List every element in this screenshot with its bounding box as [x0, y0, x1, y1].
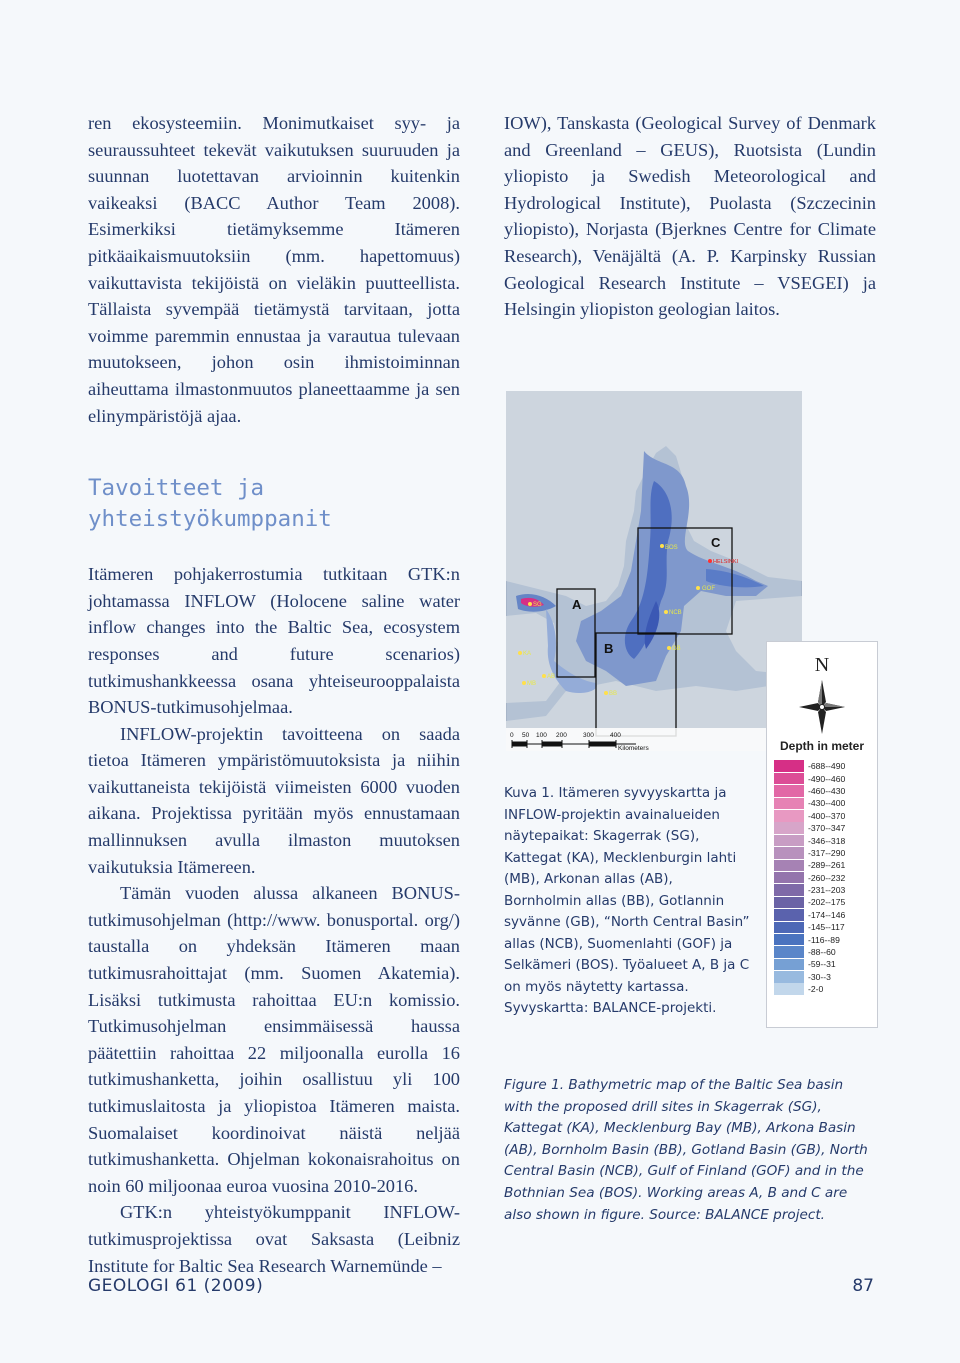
- bathymetric-map: [506, 391, 802, 751]
- legend-row: [774, 933, 845, 945]
- legend-label: -116--89: [808, 934, 840, 945]
- legend-swatch: [774, 798, 804, 810]
- city-label: HELSINKI: [713, 559, 739, 565]
- legend-swatch: [774, 971, 804, 983]
- legend-swatch: [774, 897, 804, 909]
- legend-row: [774, 847, 845, 859]
- legend-swatch: [774, 860, 804, 872]
- svg-text:BOS: BOS: [665, 545, 678, 551]
- svg-text:NCB: NCB: [669, 610, 682, 616]
- svg-text:MB: MB: [527, 681, 536, 687]
- body-paragraph-3: Tämän vuoden alussa alkaneen BONUS-tutkimusohjelman (http://www. bonusportal. org/) taustalla on yhdeksän Itämeren maan tutkimusrahoittajat (mm. Suomen Akatemia). Lisäksi tutkimusta rahoittaa EU:n komissio. Tutkimusohjelman ensimmäisessä haussa päätettiin rahoittaa 22 miljoonalla eurolla 16 tutkimushanketta, joihin osallistuu yli 100 tutkimuslaitosta ja yliopistoa Itämeren maista. Suomalaiset koordinoivat näistä neljää tutkimushanketta. Ohjelman kokonaisrahoitus on noin 60 miljoonaa euroa vuosina 2010-2016.: [88, 883, 460, 1196]
- legend-swatch: [774, 983, 804, 995]
- scale-tick: 400: [610, 732, 621, 739]
- svg-text:BB: BB: [609, 691, 618, 697]
- legend-swatch: [774, 884, 804, 896]
- caption-finnish: [504, 783, 754, 1020]
- box-label-c: C: [711, 535, 721, 550]
- legend-label: -59--31: [808, 959, 836, 970]
- legend-row: [774, 785, 845, 797]
- compass-rose-icon: [797, 678, 847, 736]
- legend-label: -490--460: [808, 773, 846, 784]
- legend-row: [774, 896, 845, 908]
- intro-paragraph: ren ekosysteemiin. Monimutkaiset syy- ja seuraussuhteet tekevät vaikutuksen suuruuden ja suunnan luotettavan arvioinnin kuitenkin vaikeaksi (BACC Author Team 2008). Esimerkiksi tietämyksemme Itämeren pitkäaikaismuutoksiin (mm. hapettomuus) vaikuttavista tekijöistä on vieläkin puutteellista. Tällaista syvempää tietämystä tarvitaan, jotta voimme paremmin ennustaa ja varautua tulevaan muutokseen, johon osin ihmistoiminnan aiheuttama ilmastonmuutos planeettaamme ja sen elinympäristöjä ajaa.: [88, 113, 460, 426]
- svg-text:AB: AB: [547, 674, 556, 680]
- legend-swatch: [774, 959, 804, 971]
- right-column: [504, 110, 876, 323]
- legend-row: [774, 834, 845, 846]
- caption-en-label: Figure 1.: [504, 1077, 565, 1093]
- legend-label: -88--60: [808, 947, 836, 958]
- legend-swatch: [774, 760, 804, 772]
- legend-label: -370--347: [808, 823, 846, 834]
- scale-unit: Kilometers: [618, 745, 649, 751]
- legend-row: [774, 921, 845, 933]
- legend-label: -289--261: [808, 860, 846, 871]
- legend-label: -400--370: [808, 810, 846, 821]
- legend-swatch: [774, 946, 804, 958]
- caption-fi-label: Kuva 1.: [504, 785, 555, 801]
- legend-row: [774, 797, 845, 809]
- depth-legend: [766, 641, 878, 1028]
- legend-row: [774, 872, 845, 884]
- legend-label: -430--400: [808, 798, 846, 809]
- legend-rows: [774, 760, 845, 995]
- box-label-a: A: [572, 597, 582, 612]
- legend-label: -231--203: [808, 885, 846, 896]
- box-label-b: B: [604, 641, 614, 656]
- legend-row: [774, 958, 845, 970]
- scale-tick: 300: [583, 732, 594, 739]
- legend-row: [774, 859, 845, 871]
- continuation-paragraph: IOW), Tanskasta (Geological Survey of Denmark and Greenland – GEUS), Ruotsista (Lundin yliopisto ja Swedish Meteorological and Hydrological Institute), Puolasta (Szczecinin yliopisto), Norjasta (Bjerknes Centre for Climate Research), Venäjältä (A. P. Karpinsky Russian Geological Research Institute – VSEGEI) ja Helsingin yliopiston geologian laitos.: [504, 113, 876, 320]
- legend-swatch: [774, 909, 804, 921]
- section-heading: Tavoitteet ja yhteistyökumppanit: [88, 475, 332, 533]
- body-paragraph-1: Itämeren pohjakerrostumia tutkitaan GTK:n johtamassa INFLOW (Holocene saline water inflow changes into the Baltic Sea, ecosystem responses and future scenarios) tutkimushankkeessa osana yhteiseurooppalaista BONUS-tutkimusohjelmaa.: [88, 564, 460, 718]
- caption-english: [504, 1075, 876, 1226]
- left-column: [88, 110, 460, 1279]
- legend-label: -202--175: [808, 897, 846, 908]
- legend-label: -317--290: [808, 847, 846, 858]
- legend-swatch: [774, 810, 804, 822]
- legend-row: [774, 760, 845, 772]
- body-paragraph-4: GTK:n yhteistyökumppanit INFLOW-tutkimusprojektissa ovat Saksasta (Leibniz Institute for Baltic Sea Research Warnemünde –: [88, 1202, 460, 1276]
- legend-row: [774, 971, 845, 983]
- legend-swatch: [774, 835, 804, 847]
- legend-label: -174--146: [808, 909, 846, 920]
- legend-swatch: [774, 872, 804, 884]
- legend-row: [774, 909, 845, 921]
- legend-row: [774, 822, 845, 834]
- legend-row: [774, 884, 845, 896]
- svg-text:GB: GB: [672, 646, 681, 652]
- legend-swatch: [774, 785, 804, 797]
- legend-swatch: [774, 922, 804, 934]
- svg-text:KA: KA: [523, 651, 532, 657]
- legend-row: [774, 772, 845, 784]
- legend-label: -260--232: [808, 872, 846, 883]
- legend-label: -30--3: [808, 971, 831, 982]
- scale-tick: 50: [522, 732, 530, 739]
- body-paragraph-2: INFLOW-projektin tavoitteena on saada tietoa Itämeren ympäristömuutoksista ja niihin vaikuttaneista tekijöistä viimeisten 6000 vuoden aikana. Projektissa pyritään myös ennustamaan mallinnuksen avulla ilmaston muutoksen vaikutuksia Itämereen.: [88, 723, 460, 877]
- scale-tick: 0: [510, 732, 514, 739]
- legend-swatch: [774, 822, 804, 834]
- caption-fi-text: Itämeren syvyyskartta ja INFLOW-projektin avainalueiden näytepaikat: Skagerrak (SG), Kattegat (KA), Mecklenburgin lahti (MB), Arkonan allas (AB), Bornholmin allas (BB), Gotlannin syvänne (GB), “North Central Basin” allas (NCB), Suomenlahti (GOF) ja Selkämeri (BOS). Työalueet A, B ja C on myös näytetty kartassa. Syvyskartta: BALANCE-projekti.: [504, 785, 750, 1016]
- legend-swatch: [774, 934, 804, 946]
- scale-tick: 200: [556, 732, 567, 739]
- legend-swatch: [774, 847, 804, 859]
- legend-label: -346--318: [808, 835, 846, 846]
- legend-label: -460--430: [808, 785, 846, 796]
- svg-text:SG: SG: [533, 602, 542, 608]
- legend-row: [774, 946, 845, 958]
- legend-row: [774, 810, 845, 822]
- legend-swatch: [774, 773, 804, 785]
- legend-label: -688--490: [808, 761, 846, 772]
- north-label: N: [814, 654, 830, 676]
- legend-label: -2-0: [808, 984, 824, 995]
- legend-label: -145--117: [808, 922, 845, 933]
- scale-tick: 100: [536, 732, 547, 739]
- caption-en-text: Bathymetric map of the Baltic Sea basin with the proposed drill sites in Skagerrak (SG), Kattegat (KA), Mecklenburg Bay (MB), Arkona Basin (AB), Bornholm Basin (BB), Gotland Basin (GB), North Central Basin (NCB), Gulf of Finland (GOF) and in the Bothnian Sea (BOS). Working areas A, B and C are also shown in figure. Source: BALANCE project.: [504, 1077, 868, 1223]
- page-number: 87: [852, 1276, 874, 1296]
- journal-footer: GEOLOGI 61 (2009): [88, 1276, 264, 1296]
- legend-title: Depth in meter: [779, 739, 864, 753]
- svg-text:GOF: GOF: [702, 586, 715, 592]
- legend-row: [774, 983, 845, 995]
